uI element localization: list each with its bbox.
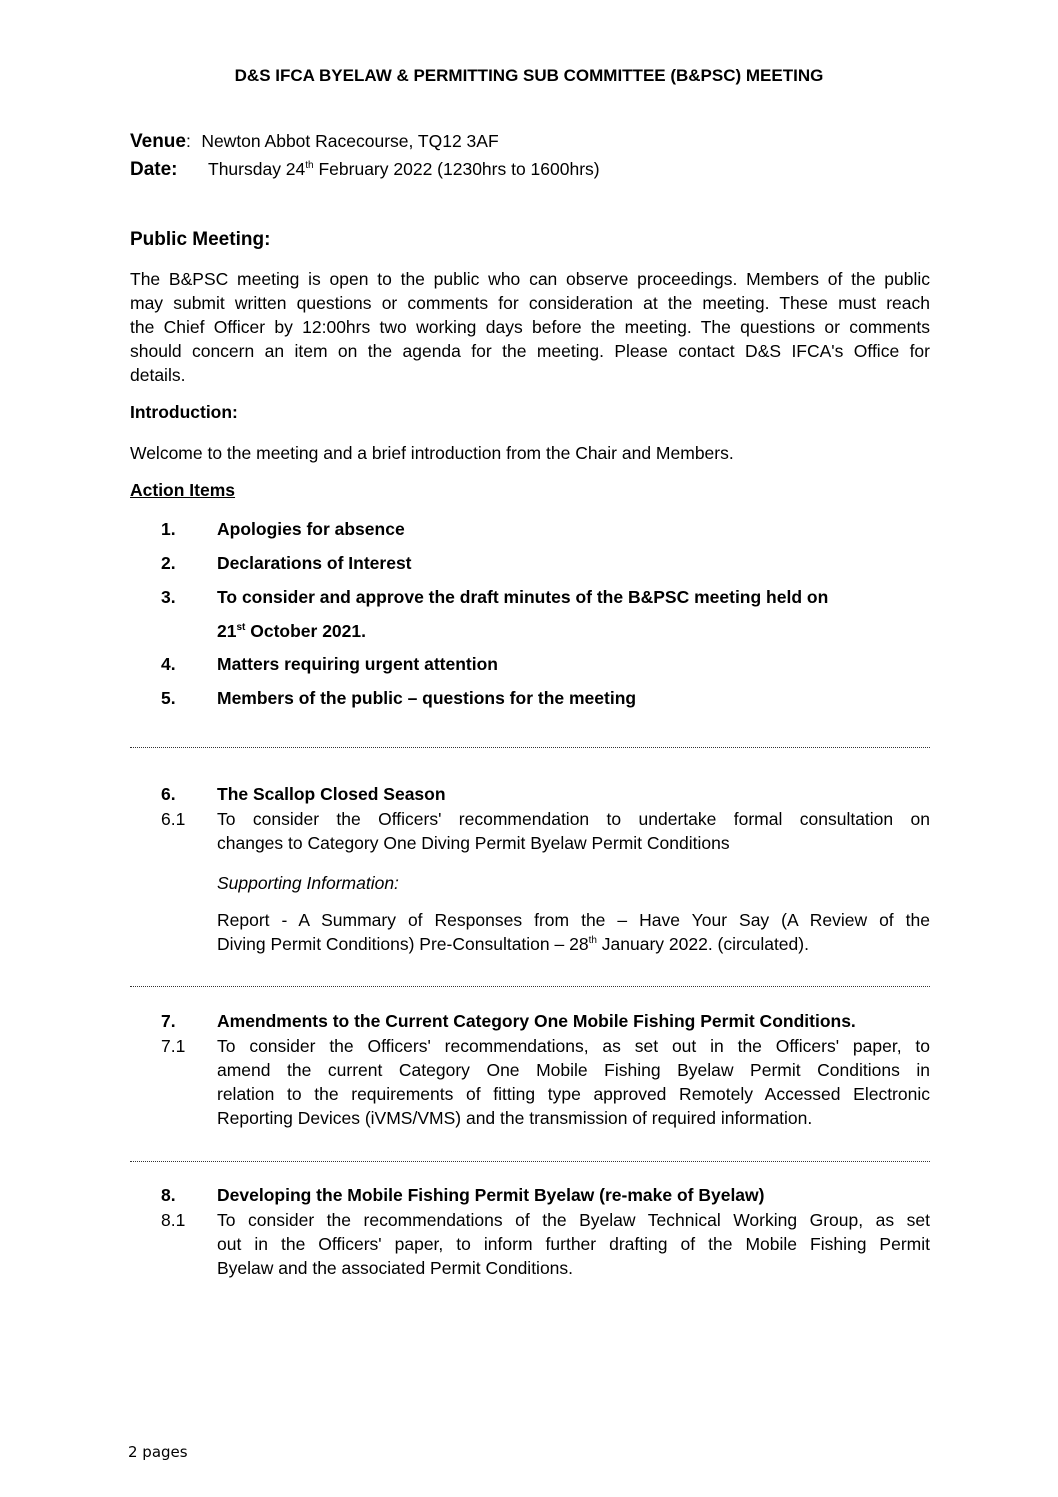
- item-number: 4.: [161, 654, 176, 674]
- item-title: The Scallop Closed Season: [217, 784, 446, 804]
- venue-value: Newton Abbot Racecourse, TQ12 3AF: [201, 131, 499, 151]
- item-number: 2.: [161, 553, 176, 573]
- supporting-report-text: Report - A Summary of Responses from the – Have Your Say (A Review of the Diving Permit Conditions) Pre-Consultation – 28th January 2022. (circulated).: [217, 910, 930, 954]
- item-text-continuation: 21st October 2021.: [217, 621, 366, 641]
- dotted-separator: [130, 1161, 930, 1162]
- item-number: 1.: [161, 519, 176, 539]
- page-count-footer: 2 pages: [128, 1443, 188, 1461]
- item-number: 8.: [161, 1185, 176, 1205]
- date-label: Date:: [130, 159, 178, 180]
- venue-label: Venue: [130, 131, 186, 152]
- supporting-information-label: Supporting Information:: [217, 873, 399, 893]
- introduction-heading: Introduction:: [130, 402, 238, 422]
- subitem-number: 6.1: [161, 809, 186, 829]
- subitem-number: 8.1: [161, 1210, 186, 1230]
- item-text: Matters requiring urgent attention: [217, 654, 498, 674]
- subitem-text: To consider the Officers' recommendation to undertake formal consultation on changes to Category One Diving Permit Byelaw Permit Conditions: [217, 809, 930, 853]
- subitem-text: To consider the recommendations of the Byelaw Technical Working Group, as set out in the Officers' paper, to inform further drafting of the Mobile Fishing Permit Byelaw and the associated Permit Conditions.: [217, 1210, 930, 1278]
- document-title: D&S IFCA BYELAW & PERMITTING SUB COMMITTEE (B&PSC) MEETING: [234, 66, 824, 85]
- item-title: Amendments to the Current Category One Mobile Fishing Permit Conditions.: [217, 1011, 856, 1031]
- item-text: To consider and approve the draft minutes of the B&PSC meeting held on: [217, 587, 829, 607]
- item-text: Apologies for absence: [217, 519, 405, 539]
- date-row: [130, 159, 600, 181]
- dotted-separator: [130, 986, 930, 987]
- item-text: Declarations of Interest: [217, 553, 412, 573]
- item-text: Members of the public – questions for the meeting: [217, 688, 637, 708]
- action-items-heading: Action Items: [130, 480, 236, 500]
- item-number: 7.: [161, 1011, 176, 1031]
- venue-colon: :: [185, 131, 191, 151]
- item-number: 3.: [161, 587, 176, 607]
- date-value: Thursday 24th February 2022 (1230hrs to 1600hrs): [208, 159, 600, 179]
- item-number: 5.: [161, 688, 176, 708]
- introduction-text: Welcome to the meeting and a brief introduction from the Chair and Members.: [130, 443, 734, 463]
- public-meeting-paragraph: The B&PSC meeting is open to the public who can observe proceedings. Members of the public may submit written questions or comments for consideration at the meeting. These must reach the Chief Officer by 12:00hrs two working days before the meeting. The questions or comments should concern an item on the agenda for the meeting. Please contact D&S IFCA's Office for details.: [130, 269, 930, 385]
- public-meeting-heading: Public Meeting:: [130, 229, 271, 250]
- item-title: Developing the Mobile Fishing Permit Byelaw (re-make of Byelaw): [217, 1185, 765, 1205]
- item-number: 6.: [161, 784, 176, 804]
- subitem-number: 7.1: [161, 1036, 186, 1056]
- dotted-separator: [130, 747, 930, 748]
- subitem-text: To consider the Officers' recommendations, as set out in the Officers' paper, to amend the current Category One Mobile Fishing Byelaw Permit Conditions in relation to the requirements of fitting type approved Remotely Accessed Electronic Reporting Devices (iVMS/VMS) and the transmission of required information.: [217, 1036, 930, 1128]
- venue-row: [130, 131, 499, 153]
